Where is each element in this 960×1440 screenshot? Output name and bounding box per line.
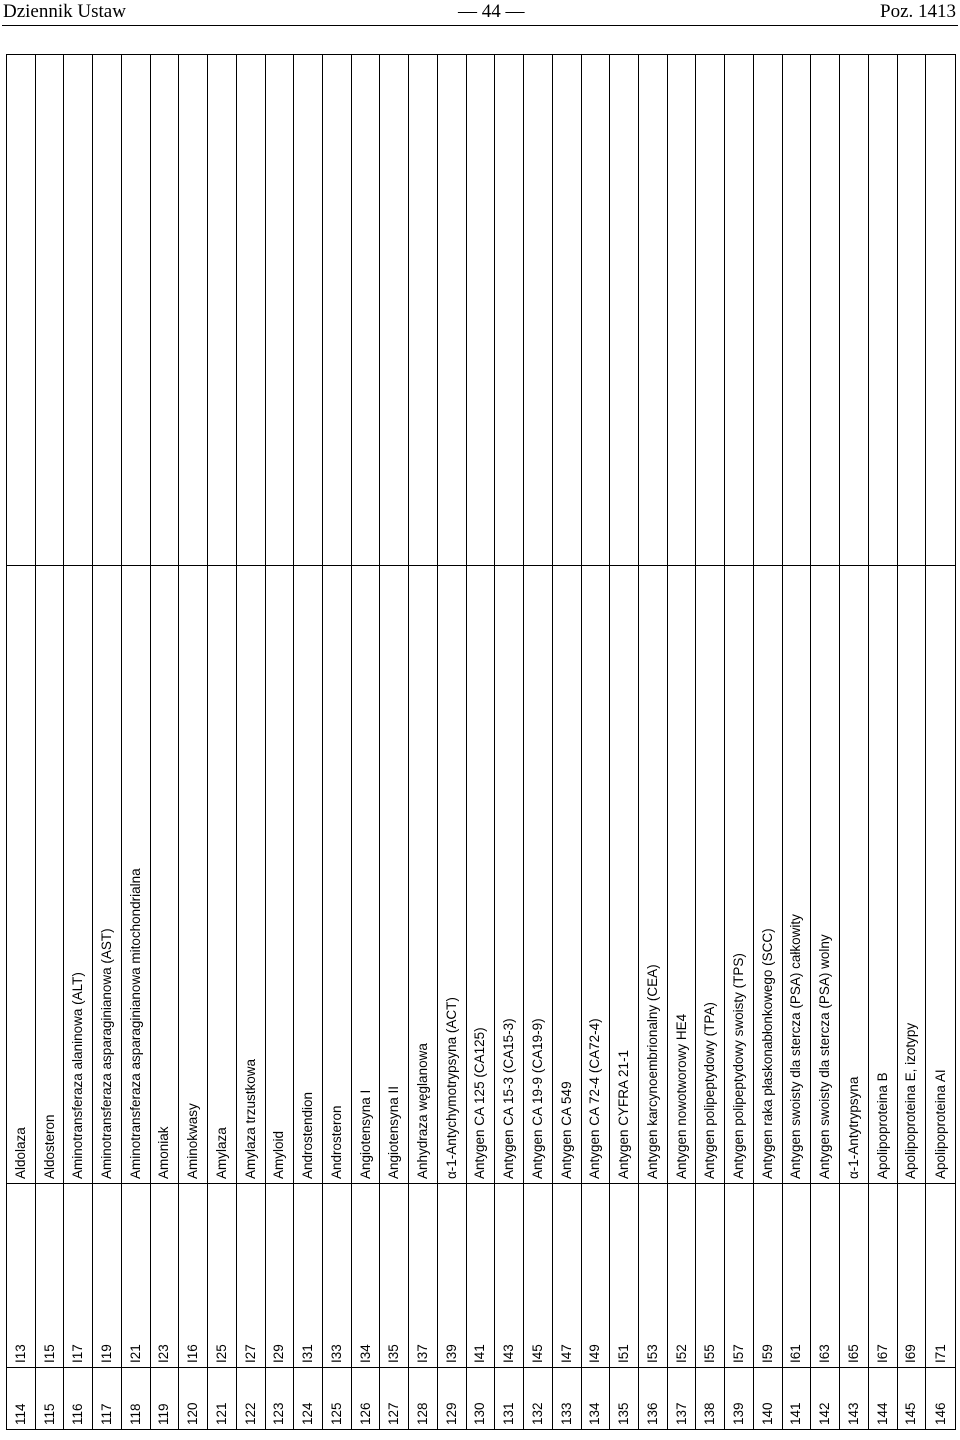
test-name: α-1-Antytrypsyna [845,1076,861,1179]
table-row [869,55,898,1429]
test-name: Apolipoproteina E, izotypy [903,1022,919,1179]
test-code: I39 [443,1344,459,1363]
table-row [553,55,582,1429]
test-code: I55 [702,1344,718,1363]
test-code-cell [208,1183,236,1367]
test-name-cell [266,565,294,1183]
test-name-cell [352,565,380,1183]
test-code-cell [811,1183,839,1367]
table-row [438,55,467,1429]
test-name-cell [467,565,495,1183]
row-number: 125 [328,1402,344,1425]
header-rule [2,25,958,26]
table-row [783,55,812,1429]
test-name: Antygen nowotworowy HE4 [673,1013,689,1179]
row-number: 133 [558,1402,574,1425]
row-number: 114 [12,1403,28,1425]
row-number: 141 [788,1402,804,1425]
table-row [582,55,611,1429]
test-name: Apolipoproteina AI [932,1069,948,1179]
test-code-cell [754,1183,782,1367]
row-number-cell [582,1367,610,1429]
row-number: 130 [472,1402,488,1425]
row-number: 126 [357,1402,373,1425]
test-name-cell [93,565,121,1183]
row-number: 137 [673,1402,689,1425]
row-number-cell [438,1367,466,1429]
test-name-cell [524,565,552,1183]
table-row [266,55,295,1429]
test-code: I21 [127,1344,143,1363]
table-row [294,55,323,1429]
row-number-cell [237,1367,265,1429]
test-code: I69 [903,1344,919,1363]
row-number-cell [495,1367,523,1429]
rotated-table [6,54,956,1430]
test-name: Aminokwasy [185,1103,201,1179]
test-name: Antygen polipeptydowy swoisty (TPS) [731,953,747,1179]
row-number-cell [352,1367,380,1429]
test-name: α-1-Antychymotrypsyna (ACT) [443,997,459,1179]
test-code-cell [869,1183,897,1367]
test-code-cell [36,1183,64,1367]
test-name: Antygen CA 72-4 (CA72-4) [587,1018,603,1179]
row-number-cell [725,1367,753,1429]
test-name: Antygen CA 549 [558,1081,574,1179]
table-row [725,55,754,1429]
test-name-cell [151,565,179,1183]
test-name: Amoniak [156,1126,172,1179]
test-code-cell [7,1183,35,1367]
test-code: I52 [673,1344,689,1363]
test-name-cell [64,565,92,1183]
test-code: I65 [845,1344,861,1363]
row-number-cell [754,1367,782,1429]
row-number: 123 [271,1402,287,1425]
test-code-cell [409,1183,437,1367]
test-code-cell [553,1183,581,1367]
test-name-cell [926,565,955,1183]
row-number-cell [7,1367,35,1429]
table-row [7,55,36,1429]
test-name-cell [323,565,351,1183]
test-code: I45 [529,1344,545,1363]
table-row [352,55,381,1429]
table-row [380,55,409,1429]
test-name-cell [294,565,322,1183]
test-name-cell [438,565,466,1183]
row-number-cell [668,1367,696,1429]
row-number-cell [208,1367,236,1429]
table-row [495,55,524,1429]
table-row [840,55,869,1429]
test-code-cell [93,1183,121,1367]
test-code: I57 [731,1344,747,1363]
test-name-cell [639,565,667,1183]
test-code: I63 [817,1344,833,1363]
row-number: 143 [845,1402,861,1425]
test-code: I16 [185,1344,201,1363]
test-name-cell [495,565,523,1183]
test-name: Androstendion [300,1091,316,1179]
test-name: Anhydraza węglanowa [415,1043,431,1179]
test-name-cell [36,565,64,1183]
table-row [811,55,840,1429]
test-code-cell [639,1183,667,1367]
test-code: I31 [300,1344,316,1363]
test-name: Antygen CA 19-9 (CA19-9) [529,1018,545,1179]
row-number: 146 [932,1402,948,1425]
row-number: 127 [386,1402,402,1425]
test-name-cell [409,565,437,1183]
row-number: 144 [874,1402,890,1425]
test-name-cell [811,565,839,1183]
row-number-cell [926,1367,955,1429]
test-code: I59 [759,1344,775,1363]
test-name-cell [237,565,265,1183]
test-name: Aldolaza [12,1127,28,1179]
test-name: Amyloid [271,1130,287,1179]
test-code-cell [467,1183,495,1367]
test-code-cell [122,1183,150,1367]
test-code-cell [524,1183,552,1367]
test-name-cell [610,565,638,1183]
test-code: I51 [616,1344,632,1363]
row-number-cell [151,1367,179,1429]
test-code: I35 [386,1344,402,1363]
test-name-cell [754,565,782,1183]
row-number-cell [869,1367,897,1429]
test-code-cell [610,1183,638,1367]
test-code-cell [783,1183,811,1367]
row-number-cell [266,1367,294,1429]
test-code-cell [179,1183,207,1367]
row-number-cell [93,1367,121,1429]
test-name: Antygen CA 125 (CA125) [472,1027,488,1179]
row-number-cell [610,1367,638,1429]
position-number: Poz. 1413 [880,1,956,22]
row-number: 119 [156,1403,172,1425]
row-number: 129 [443,1402,459,1425]
row-number: 132 [529,1402,545,1425]
row-number-cell [840,1367,868,1429]
test-code-cell [840,1183,868,1367]
test-name-cell [696,565,724,1183]
row-number: 115 [41,1403,57,1425]
table-row [639,55,668,1429]
test-code-cell [696,1183,724,1367]
test-name-cell [840,565,868,1183]
row-number-cell [380,1367,408,1429]
table-row [64,55,93,1429]
test-code: I34 [357,1344,373,1363]
test-code: I41 [472,1344,488,1363]
test-name-cell [208,565,236,1183]
test-code-cell [495,1183,523,1367]
row-number-cell [783,1367,811,1429]
test-code-cell [64,1183,92,1367]
table-row [36,55,65,1429]
test-code: I33 [328,1344,344,1363]
table-row [237,55,266,1429]
test-name: Antygen swoisty dla stercza (PSA) całkowity [788,914,804,1179]
row-number-cell [36,1367,64,1429]
test-code: I19 [99,1344,115,1363]
test-name-cell [668,565,696,1183]
journal-title: Dziennik Ustaw [3,1,126,22]
row-number: 121 [213,1402,229,1425]
test-name: Amylaza [213,1127,229,1179]
row-number: 131 [501,1402,517,1425]
test-name-cell [553,565,581,1183]
row-number-cell [323,1367,351,1429]
row-number: 128 [415,1402,431,1425]
row-number-cell [294,1367,322,1429]
test-code: I25 [213,1344,229,1363]
table-row [926,55,955,1429]
test-code: I49 [587,1344,603,1363]
test-name: Antygen CYFRA 21-1 [616,1049,632,1179]
test-name: Antygen swoisty dla stercza (PSA) wolny [817,934,833,1179]
test-name-cell [783,565,811,1183]
test-code: I61 [788,1344,804,1363]
row-number-cell [409,1367,437,1429]
row-number: 122 [242,1402,258,1425]
row-number-cell [639,1367,667,1429]
row-number-cell [64,1367,92,1429]
table-row [696,55,725,1429]
test-name-cell [898,565,926,1183]
test-code-cell [380,1183,408,1367]
test-code-cell [725,1183,753,1367]
test-name: Aminotransferaza asparaginianowa mitochondrialna [127,868,143,1179]
test-name: Aminotransferaza asparaginianowa (AST) [99,928,115,1179]
test-name: Apolipoproteina B [874,1072,890,1179]
table-row [467,55,496,1429]
test-name-cell [869,565,897,1183]
row-number-cell [179,1367,207,1429]
row-number-cell [811,1367,839,1429]
row-number-cell [696,1367,724,1429]
test-name-cell [7,565,35,1183]
test-name: Antygen karcynoembrionalny (CEA) [644,964,660,1179]
test-code: I13 [12,1344,28,1363]
row-number: 140 [759,1402,775,1425]
test-name-cell [179,565,207,1183]
test-name-cell [582,565,610,1183]
test-name: Antygen raka płaskonabłonkowego (SCC) [759,928,775,1179]
table-row [524,55,553,1429]
test-code: I17 [70,1344,86,1363]
row-number: 138 [702,1402,718,1425]
test-code: I53 [644,1344,660,1363]
test-code: I71 [932,1344,948,1363]
row-number: 124 [300,1402,316,1425]
test-code: I15 [41,1344,57,1363]
test-code-cell [668,1183,696,1367]
table-row [668,55,697,1429]
table-row [610,55,639,1429]
table-row [323,55,352,1429]
row-number: 135 [616,1402,632,1425]
test-code-cell [294,1183,322,1367]
test-name-cell [122,565,150,1183]
row-number-cell [467,1367,495,1429]
test-code: I67 [874,1344,890,1363]
test-name: Angiotensyna I [357,1089,373,1179]
test-code: I27 [242,1344,258,1363]
test-code-cell [323,1183,351,1367]
test-code: I43 [501,1344,517,1363]
page-header [0,0,960,26]
test-code-cell [438,1183,466,1367]
page-number: — 44 — [458,1,525,22]
table-row [898,55,927,1429]
test-code-cell [352,1183,380,1367]
test-code: I23 [156,1344,172,1363]
test-code-cell [926,1183,955,1367]
table-row [93,55,122,1429]
row-number: 120 [185,1402,201,1425]
table-row [122,55,151,1429]
test-name-cell [380,565,408,1183]
test-name: Amylaza trzustkowa [242,1058,258,1179]
row-number: 118 [127,1403,143,1425]
test-code-cell [151,1183,179,1367]
test-code: I29 [271,1344,287,1363]
test-code-cell [582,1183,610,1367]
test-name: Androsteron [328,1105,344,1179]
table-row [754,55,783,1429]
row-number: 117 [99,1403,115,1425]
row-number: 134 [587,1402,603,1425]
test-name: Aldosteron [41,1114,57,1179]
table-row [151,55,180,1429]
test-name: Antygen CA 15-3 (CA15-3) [501,1018,517,1179]
row-number: 136 [644,1402,660,1425]
table-row [179,55,208,1429]
row-number: 142 [817,1402,833,1425]
test-name: Aminotransferaza alaninowa (ALT) [70,972,86,1179]
test-code: I47 [558,1344,574,1363]
test-code-cell [898,1183,926,1367]
row-number-cell [553,1367,581,1429]
test-name: Antygen polipeptydowy (TPA) [702,1002,718,1179]
test-code-cell [266,1183,294,1367]
row-number-cell [898,1367,926,1429]
row-number-cell [524,1367,552,1429]
test-name-cell [725,565,753,1183]
test-name: Angiotensyna II [386,1085,402,1179]
row-number: 145 [903,1402,919,1425]
row-number: 139 [731,1402,747,1425]
row-number: 116 [70,1403,86,1425]
table-row [409,55,438,1429]
row-number-cell [122,1367,150,1429]
test-code-cell [237,1183,265,1367]
test-code: I37 [415,1344,431,1363]
table-row [208,55,237,1429]
